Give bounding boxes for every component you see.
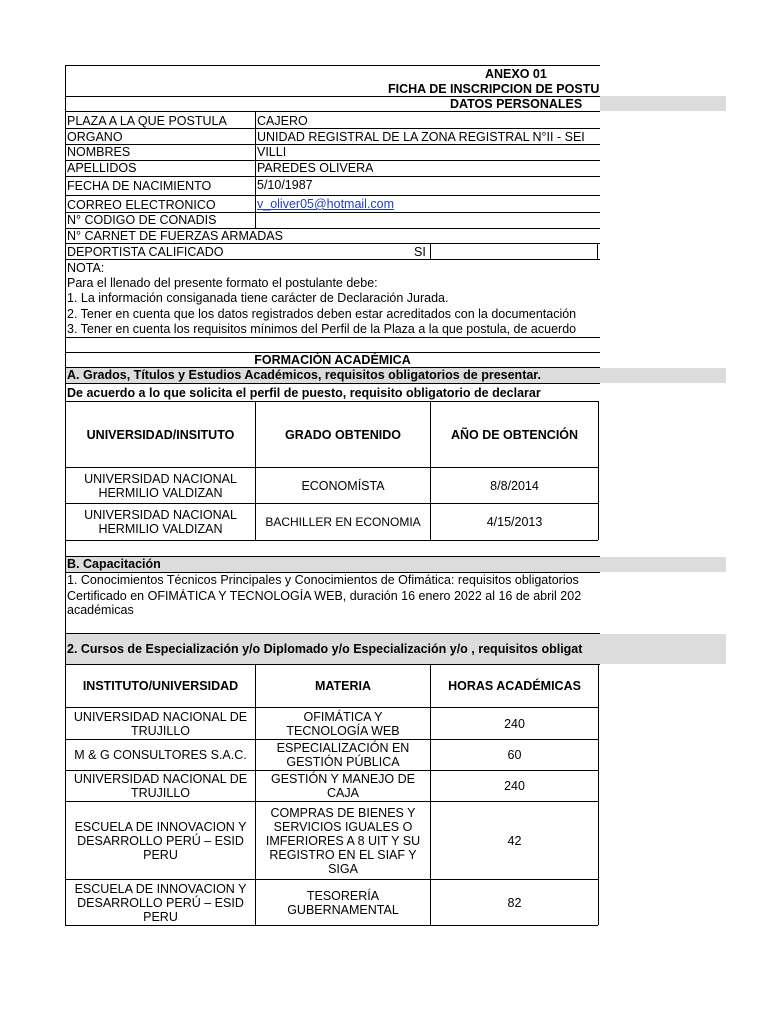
value-organo: UNIDAD REGISTRAL DE LA ZONA REGISTRAL N°II - SEI (257, 130, 585, 144)
table-cell: 4/15/2013 (486, 515, 543, 529)
formacion-title: FORMACIÓN ACADÉMICA (254, 353, 411, 367)
table-cell: 240 (504, 716, 525, 731)
table-cell: UNIVERSIDAD NACIONAL HERMILIO VALDIZAN (84, 471, 237, 500)
label-fuerzas-armadas: N° CARNET DE FUERZAS ARMADAS (67, 229, 283, 243)
datos-personales-heading: DATOS PERSONALES (450, 97, 583, 111)
value-nombres: VILLI (257, 145, 287, 159)
value-apellidos: PAREDES OLIVERA (257, 161, 374, 175)
frame-left (65, 65, 66, 925)
header-anio: AÑO DE OBTENCIÓN (450, 427, 579, 442)
table-cell: 8/8/2014 (490, 478, 539, 493)
anexo-title: ANEXO 01 (485, 67, 547, 81)
table-cell: GESTIÓN Y MANEJO DE CAJA (270, 772, 415, 800)
table-cell: ECONOMÍSTA (301, 478, 385, 493)
label-organo: ORGANO (67, 130, 123, 144)
capacitacion-line-1: 1. Conocimientos Técnicos Principales y Conocimientos de Ofimática: requisitos obligatorios (67, 573, 579, 587)
table-cell: 42 (507, 833, 522, 848)
nota-item-3: 3. Tener en cuenta los requisitos mínimos del Perfil de la Plaza a la que postula, de acuerdo (67, 322, 577, 336)
table-cell: ESCUELA DE INNOVACION Y DESARROLLO PERÚ – ESID PERU (74, 881, 247, 924)
section-a-title: A. Grados, Títulos y Estudios Académicos, requisitos obligatorios de presentar. (67, 368, 541, 382)
label-plaza: PLAZA A LA QUE POSTULA (67, 114, 227, 128)
label-conadis: N° CODIGO DE CONADIS (67, 213, 217, 227)
nota-intro: Para el llenado del presente formato el postulante debe: (67, 276, 378, 290)
section-2-title: 2. Cursos de Especialización y/o Diplomado y/o Especialización y/o , requisitos obligat (67, 642, 583, 656)
value-plaza: CAJERO (257, 114, 308, 128)
table-cell: UNIVERSIDAD NACIONAL DE TRUJILLO (73, 772, 248, 800)
value-deportista: SI (414, 245, 426, 259)
table-cell: UNIVERSIDAD NACIONAL DE TRUJILLO (73, 709, 248, 738)
table-cell: ESCUELA DE INNOVACION Y DESARROLLO PERÚ – ESID PERU (74, 819, 247, 862)
nota-item-1: 1. La información consiganada tiene carácter de Declaración Jurada. (67, 291, 449, 305)
ficha-title: FICHA DE INSCRIPCION DE POSTU (388, 82, 600, 96)
label-nombres: NOMBRES (67, 145, 131, 159)
nota-title: NOTA: (67, 261, 105, 275)
header-grado: GRADO OBTENIDO (285, 427, 401, 442)
value-fecha-nacimiento: 5/10/1987 (257, 178, 313, 192)
table-cell: OFIMÁTICA Y TECNOLOGÍA WEB (286, 709, 400, 738)
label-fecha-nacimiento: FECHA DE NACIMIENTO (67, 179, 212, 193)
table-cell: 60 (507, 748, 522, 762)
formacion-subtitle: De acuerdo a lo que solicita el perfil de puesto, requisito obligatorio de declarar (67, 386, 541, 400)
table-cell: BACHILLER EN ECONOMIA (265, 515, 421, 529)
value-correo-link[interactable]: v_oliver05@hotmail.com (257, 197, 395, 211)
table-cell: M & G CONSULTORES S.A.C. (74, 748, 247, 762)
label-correo: CORREO ELECTRONICO (67, 198, 216, 212)
nota-item-2: 2. Tener en cuenta que los datos registrados deben estar acreditados con la documentación (67, 307, 577, 321)
frame-top (65, 65, 600, 66)
capacitacion-line-3: académicas (67, 603, 134, 617)
table-cell: TESORERÍA GUBERNAMENTAL (287, 888, 399, 917)
header-materia: MATERIA (314, 679, 371, 693)
table-cell: ESPECIALIZACIÓN EN GESTIÓN PÚBLICA (276, 741, 410, 769)
header-horas: HORAS ACADÉMICAS (448, 679, 581, 693)
label-apellidos: APELLIDOS (67, 161, 137, 175)
table-cell: 82 (507, 895, 522, 910)
header-instituto: INSTITUTO/UNIVERSIDAD (82, 679, 239, 693)
capacitacion-title: B. Capacitación (67, 557, 161, 571)
header-universidad: UNIVERSIDAD/INSITUTO (86, 427, 235, 442)
label-deportista: DEPORTISTA CALIFICADO (67, 245, 224, 259)
table-cell: UNIVERSIDAD NACIONAL HERMILIO VALDIZAN (84, 508, 237, 536)
table-cell: COMPRAS DE BIENES Y SERVICIOS IGUALES O IMFERIORES A 8 UIT Y SU REGISTRO EN EL SIAF Y SIGA (265, 805, 421, 876)
table-cell: 240 (504, 779, 525, 793)
capacitacion-line-2: Certificado en OFIMÁTICA Y TECNOLOGÍA WEB, duración 16 enero 2022 al 16 de abril 202 (67, 589, 582, 603)
